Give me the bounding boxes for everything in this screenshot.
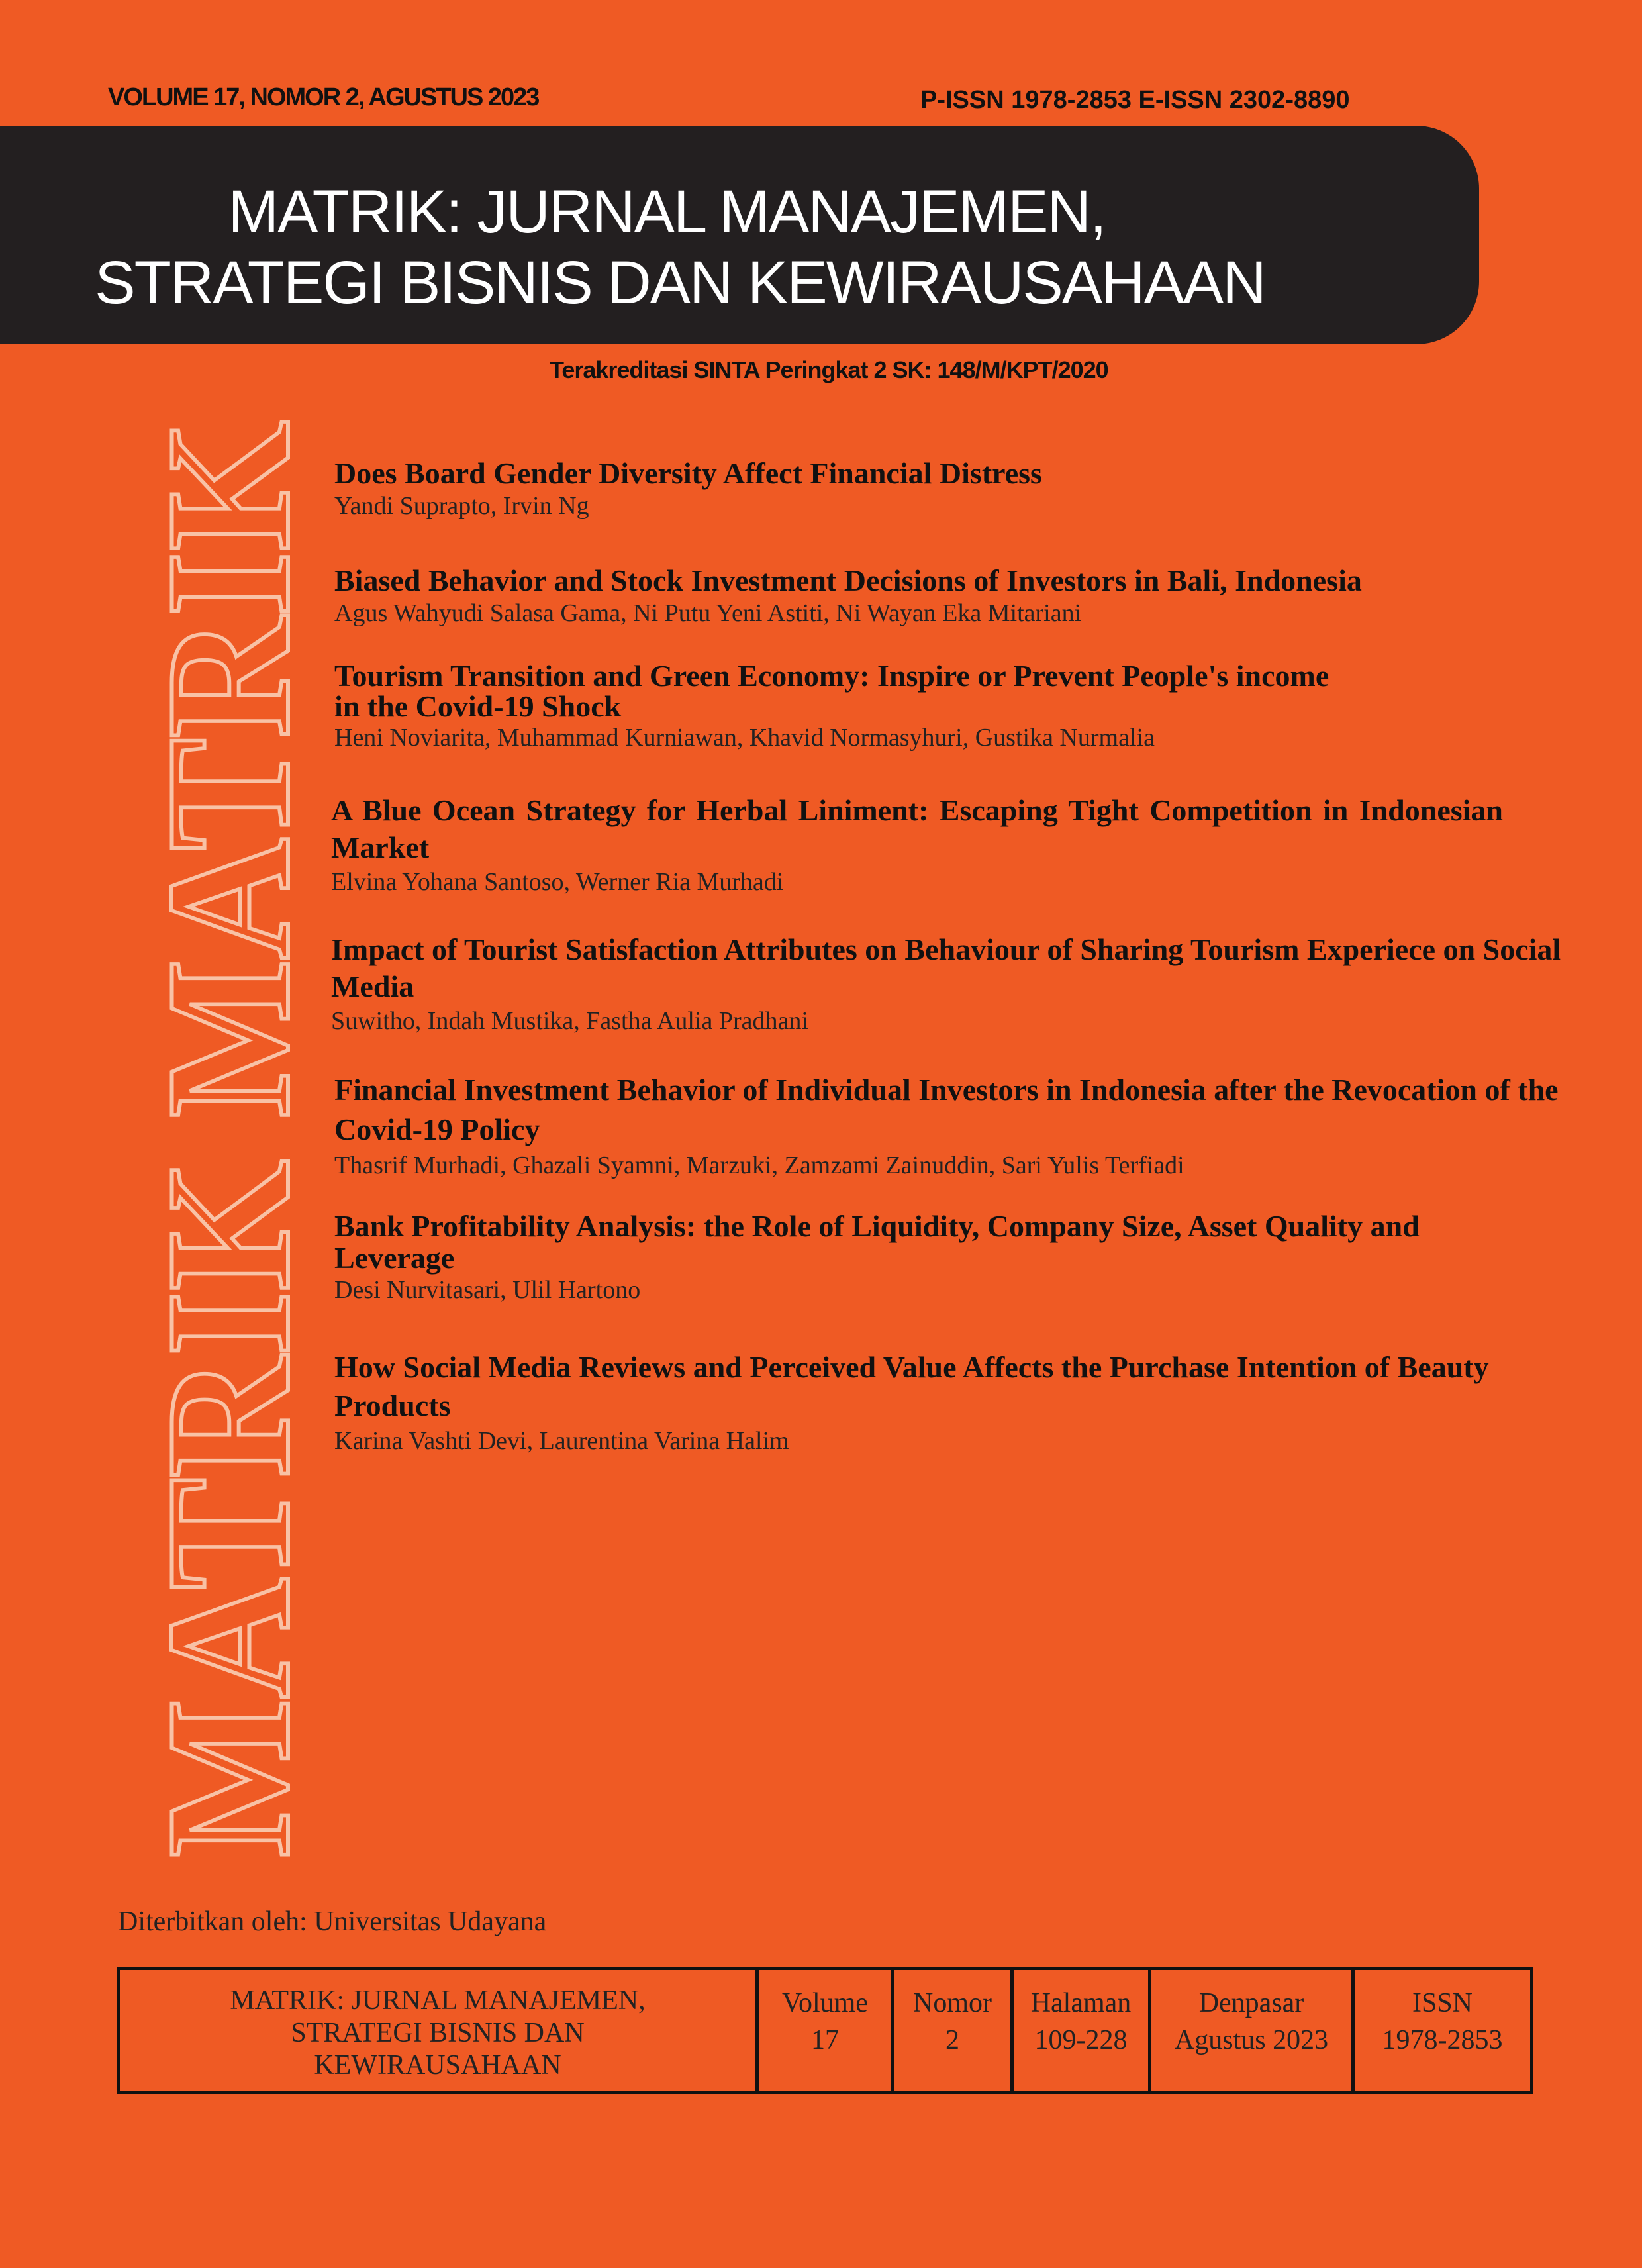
article-authors: Yandi Suprapto, Irvin Ng <box>334 492 589 520</box>
table-cell-issn <box>1355 1970 1530 2091</box>
article-authors: Agus Wahyudi Salasa Gama, Ni Putu Yeni Astiti, Ni Wayan Eka Mitariani <box>334 599 1082 627</box>
journal-title-band <box>0 126 1479 344</box>
article-item <box>334 1070 1586 1180</box>
table-journal-name: MATRIK: JURNAL MANAJEMEN, STRATEGI BISNIS DAN KEWIRAUSAHAAN <box>230 1985 646 2081</box>
table-volume-label: Volume <box>782 1988 868 2018</box>
journal-info-table <box>117 1967 1533 2094</box>
article-item <box>334 564 1579 628</box>
table-cell-volume <box>759 1970 894 2091</box>
article-authors: Desi Nurvitasari, Ulil Hartono <box>334 1276 641 1304</box>
article-item <box>334 1210 1546 1305</box>
table-halaman-label: Halaman <box>1030 1988 1132 2018</box>
journal-title-line-1: MATRIK: JURNAL MANAJEMEN, <box>228 178 1106 246</box>
publisher-line: Diterbitkan oleh: Universitas Udayana <box>118 1906 547 1937</box>
issn-line: P-ISSN 1978-2853 E-ISSN 2302-8890 <box>920 86 1350 114</box>
watermark-text: MATRIK MATRIK <box>130 340 326 1857</box>
table-volume-value: 17 <box>811 2025 839 2055</box>
table-nomor-label: Nomor <box>913 1988 992 2018</box>
table-city: Denpasar <box>1198 1988 1304 2018</box>
article-item <box>334 661 1354 752</box>
article-title[interactable]: Does Board Gender Diversity Affect Financial Distress <box>334 456 1042 490</box>
table-cell-halaman <box>1014 1970 1151 2091</box>
article-title[interactable]: Impact of Tourist Satisfaction Attributes on Behaviour of Sharing Tourism Experiece on Social Media <box>331 932 1561 1003</box>
article-authors: Karina Vashti Devi, Laurentina Varina Halim <box>334 1427 789 1455</box>
table-halaman-value: 109-228 <box>1034 2025 1128 2055</box>
article-title[interactable]: How Social Media Reviews and Perceived Value Affects the Purchase Intention of Beauty Products <box>334 1350 1489 1422</box>
article-title[interactable]: Bank Profitability Analysis: the Role of Liquidity, Company Size, Asset Quality and Leverage <box>334 1209 1420 1275</box>
article-authors: Thasrif Murhadi, Ghazali Syamni, Marzuki, Zamzami Zainuddin, Sari Yulis Terfiadi <box>334 1152 1184 1179</box>
article-title[interactable]: Biased Behavior and Stock Investment Decisions of Investors in Bali, Indonesia <box>334 564 1362 597</box>
table-date: Agustus 2023 <box>1174 2025 1329 2055</box>
matrik-watermark <box>99 340 326 1857</box>
table-cell-nomor <box>894 1970 1014 2091</box>
article-item <box>331 792 1576 897</box>
article-authors: Heni Noviarita, Muhammad Kurniawan, Khavid Normasyhuri, Gustika Nurmalia <box>334 724 1155 752</box>
article-authors: Suwitho, Indah Mustika, Fastha Aulia Pradhani <box>331 1007 808 1035</box>
article-title[interactable]: A Blue Ocean Strategy for Herbal Liniment: Escaping Tight Competition in Indonesian Market <box>331 793 1503 864</box>
table-issn-label: ISSN <box>1412 1988 1473 2018</box>
article-item <box>334 1348 1526 1455</box>
table-cell-place-date <box>1151 1970 1355 2091</box>
article-item <box>334 457 1579 520</box>
article-authors: Elvina Yohana Santoso, Werner Ria Murhadi <box>331 868 784 896</box>
article-title[interactable]: Financial Investment Behavior of Individual Investors in Indonesia after the Revocation of the Covid-19 Policy <box>334 1073 1559 1146</box>
journal-title-line-2: STRATEGI BISNIS DAN KEWIRAUSAHAAN <box>95 249 1265 317</box>
table-nomor-value: 2 <box>945 2025 959 2055</box>
article-title[interactable]: Tourism Transition and Green Economy: Inspire or Prevent People's income in the Covid-19 Shock <box>334 659 1329 723</box>
table-cell-journal <box>120 1970 759 2091</box>
volume-issue-line: VOLUME 17, NOMOR 2, AGUSTUS 2023 <box>108 83 539 111</box>
table-issn-value: 1978-2853 <box>1382 2025 1503 2055</box>
article-item <box>331 931 1563 1036</box>
accreditation-note: Terakreditasi SINTA Peringkat 2 SK: 148/M/KPT/2020 <box>550 356 1108 383</box>
